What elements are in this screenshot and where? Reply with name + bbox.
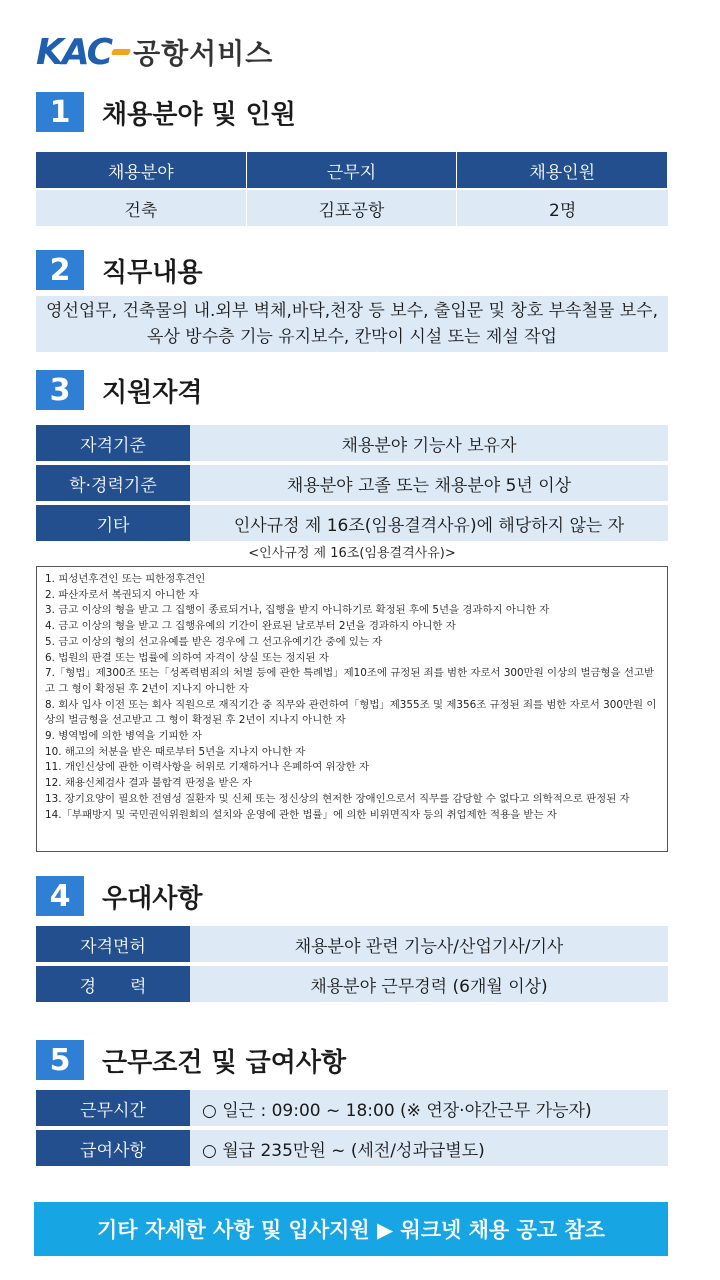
table-row (36, 505, 668, 541)
table-row (36, 465, 668, 501)
table-cell: 건축 (36, 188, 247, 226)
row-value: 채용분야 관련 기능사/산업기사/기사 (190, 926, 668, 962)
rule-item: 13. 장기요양이 필요한 전염성 질환자 및 신체 또는 정신상의 현저한 장애인으로서 직무를 감당할 수 없다고 의학적으로 판정된 자 (45, 792, 630, 805)
duty-description: 영선업무, 건축물의 내.외부 벽체,바닥,천장 등 보수, 출입문 및 창호 부속철물 보수, 옥상 방수층 기능 유지보수, 칸막이 시설 또는 제설 작업 (36, 296, 668, 352)
row-label: 경 력 (36, 966, 190, 1002)
section-number: 5 (36, 1040, 84, 1080)
rule-item: 14.「부패방지 및 국민권익위원회의 설치와 운영에 관한 법률」에 의한 비위면직자 등의 취업제한 적용을 받는 자 (45, 808, 557, 821)
table-cell: 김포공항 (247, 188, 458, 226)
table-row (36, 926, 668, 962)
rule-item: 7.「형법」제300조 또는「성폭력범죄의 처벌 등에 관한 특례법」제10조에 규정된 죄를 범한 자로서 300만원 이상의 벌금형을 선고받고 그 형이 확정된 후 2년이 지나지 아니한 자 (45, 667, 655, 695)
section-title: 지원자격 (102, 377, 203, 408)
row-value: 채용분야 기능사 보유자 (190, 425, 668, 461)
section-header-4 (36, 876, 202, 916)
table-row (36, 1130, 668, 1166)
row-label: 근무시간 (36, 1090, 190, 1126)
section-title: 우대사항 (102, 883, 203, 914)
section-title: 근무조건 및 급여사항 (102, 1047, 347, 1078)
section-number: 4 (36, 876, 84, 916)
section-header-2 (36, 250, 202, 290)
rule-item: 11. 개인신상에 관한 이력사항을 허위로 기재하거나 은폐하여 위장한 자 (45, 761, 369, 774)
logo-brand: KAC (36, 31, 112, 73)
table-cell: 2명 (457, 188, 668, 226)
row-label: 급여사항 (36, 1130, 190, 1166)
section-number: 1 (36, 92, 84, 132)
section-header-5 (36, 1040, 346, 1080)
row-label: 기타 (36, 505, 190, 541)
rule-item: 12. 채용신체검사 결과 불합격 판정을 받은 자 (45, 777, 252, 790)
section-title: 직무내용 (102, 257, 203, 288)
rule-item: 2. 파산자로서 복권되지 아니한 자 (45, 588, 199, 601)
table-row (36, 425, 668, 461)
table-row (36, 1090, 668, 1126)
row-label: 자격면허 (36, 926, 190, 962)
section-header-1 (36, 92, 296, 132)
row-label: 학·경력기준 (36, 465, 190, 501)
row-value: 채용분야 고졸 또는 채용분야 5년 이상 (190, 465, 668, 501)
logo-swoosh-icon (111, 49, 131, 55)
row-value: 채용분야 근무경력 (6개월 이상) (190, 966, 668, 1002)
section-title: 채용분야 및 인원 (102, 99, 296, 130)
rule-item: 1. 피성년후견인 또는 피한정후견인 (45, 573, 206, 585)
row-value: 인사규정 제 16조(임용결격사유)에 해당하지 않는 자 (190, 505, 668, 541)
rule-item: 4. 금고 이상의 형을 받고 그 집행유예의 기간이 완료된 날로부터 2년을 경과하지 아니한 자 (45, 620, 456, 633)
rule-item: 9. 병역법에 의한 병역을 기피한 자 (45, 730, 202, 743)
preference-table (36, 926, 668, 1006)
row-value: ○ 일근 : 09:00 ~ 18:00 (※ 연장·야간근무 가능자) (190, 1090, 668, 1126)
row-label: 자격기준 (36, 425, 190, 461)
table-header-cell: 근무지 (247, 152, 458, 188)
rule-item: 3. 금고 이상의 형을 받고 그 집행이 종료되거나, 집행을 받지 아니하기로 확정된 후에 5년을 경과하지 아니한 자 (45, 604, 550, 617)
rule-item: 5. 금고 이상의 형의 선고유예를 받은 경우에 그 선고유예기간 중에 있는 자 (45, 635, 383, 648)
rule-item: 6. 법원의 판결 또는 법률에 의하여 자격이 상실 또는 정지된 자 (45, 651, 329, 664)
rule-item: 10. 해고의 처분을 받은 때로부터 5년을 지나지 아니한 자 (45, 745, 306, 758)
company-logo (36, 30, 273, 74)
table-header-cell: 채용분야 (36, 152, 247, 188)
rule-item: 8. 회사 입사 이전 또는 회사 직원으로 재직기간 중 직무와 관련하여「형법」제355조 및 제356조 규정된 죄를 범한 자로서 300만원 이상의 벌금형을 선고받고 그 형이 확정된 후 2년이 지나지 아니한 자 (45, 698, 657, 727)
rules-list (36, 566, 668, 852)
section-header-3 (36, 370, 202, 410)
table-header-cell: 채용인원 (457, 152, 668, 188)
logo-name: 공항서비스 (133, 37, 274, 70)
qualification-table (36, 425, 668, 545)
recruit-table (36, 152, 668, 226)
row-value: ○ 월급 235만원 ~ (세전/성과급별도) (190, 1130, 668, 1166)
table-row (36, 966, 668, 1002)
condition-table (36, 1090, 668, 1170)
apply-banner: 기타 자세한 사항 및 입사지원 ▶ 워크넷 채용 공고 참조 (34, 1202, 668, 1256)
section-number: 3 (36, 370, 84, 410)
section-number: 2 (36, 250, 84, 290)
rules-caption: <인사규정 제 16조(임용결격사유)> (248, 546, 456, 561)
